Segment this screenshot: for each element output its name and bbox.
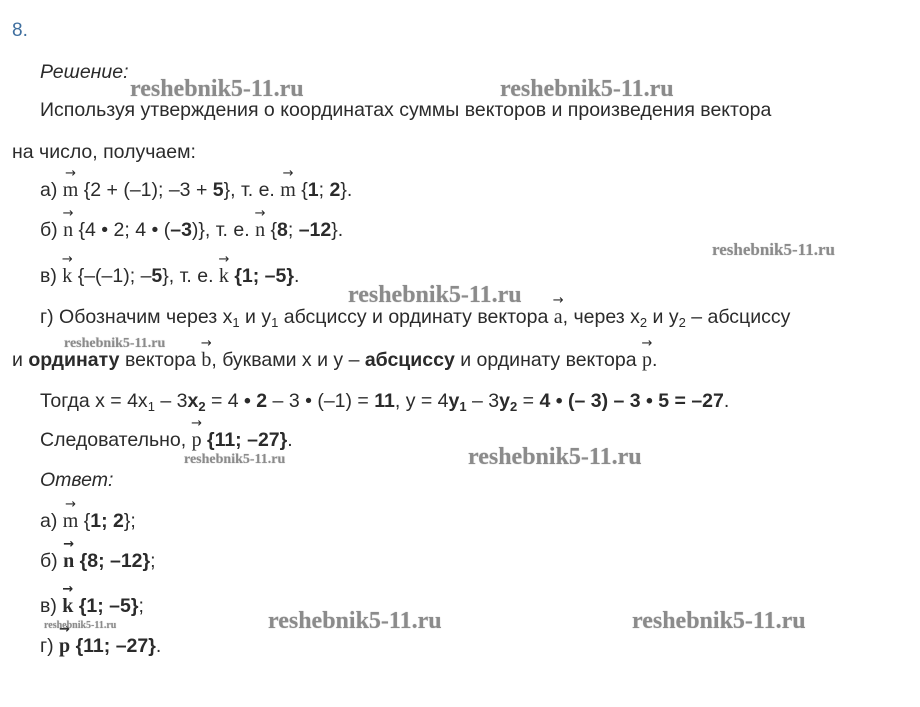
watermark: reshebnik5-11.ru: [44, 620, 117, 631]
watermark: reshebnik5-11.ru: [712, 240, 835, 259]
calc-text-1: Тогда x = 4x: [40, 390, 148, 412]
watermark: reshebnik5-11.ru: [268, 608, 442, 634]
item-v: [40, 264, 299, 288]
item-a-five: 5: [212, 179, 224, 201]
answer-b: [40, 549, 156, 573]
answer-a: [40, 509, 136, 533]
vector-k-answer: → k: [62, 595, 73, 617]
answer-g-close: .: [155, 635, 162, 657]
answer-v-close: ;: [138, 595, 144, 617]
subscript: 1: [232, 315, 240, 330]
conclusion-text: Следовательно,: [40, 429, 192, 451]
calculation-line: [40, 389, 729, 413]
answer-v-value: {1; –5}: [73, 595, 139, 617]
item-g-text-8: вектора: [119, 349, 202, 371]
item-g-bold-ordinate: ординату: [28, 349, 120, 371]
item-b-expr-2: )}, т. е.: [191, 219, 256, 241]
calc-text-8: .: [723, 390, 730, 412]
item-g-text-2: и y: [239, 306, 272, 328]
item-a-expr-1: {2 + (–1); –3 +: [78, 179, 213, 201]
calc-text-4: – 3 • (–1) =: [267, 390, 375, 412]
answer-v: [40, 594, 144, 618]
subscript: 2: [510, 399, 518, 414]
item-g-text-10: и ординату вектора: [454, 349, 642, 371]
vector-n-result: → n: [255, 219, 265, 241]
item-g-text-4: , через x: [562, 306, 640, 328]
answer-heading: Ответ:: [40, 469, 114, 491]
calc-bold-1: • 2: [244, 390, 268, 412]
item-g-text-7: и: [12, 349, 29, 371]
item-b-res-1: 8: [277, 219, 288, 241]
answer-b-prefix: б): [40, 550, 64, 572]
conclusion-result: {11; –27}: [201, 429, 288, 451]
item-g-text-3: абсциссу и ординату вектора: [278, 306, 554, 328]
vector-m-answer: → m: [63, 510, 79, 532]
subscript: 2: [198, 399, 206, 414]
item-g-text-11: .: [651, 349, 658, 371]
watermark: reshebnik5-11.ru: [184, 452, 286, 467]
vector-a: → a: [554, 306, 563, 328]
answer-b-close: ;: [150, 550, 156, 572]
item-b-res-2: –12: [298, 219, 332, 241]
calc-x2: x: [187, 390, 199, 412]
item-v-prefix: в): [40, 265, 63, 287]
vector-b: → b: [201, 349, 211, 371]
watermark: reshebnik5-11.ru: [500, 76, 674, 102]
calc-text-5: , y = 4: [394, 390, 449, 412]
watermark: reshebnik5-11.ru: [64, 336, 166, 351]
calc-bold-3: 4 • (– 3) – 3 • 5 = –27: [539, 390, 724, 412]
intro-line-2: на число, получаем:: [12, 141, 196, 163]
watermark: reshebnik5-11.ru: [348, 282, 522, 308]
subscript: 1: [271, 315, 279, 330]
item-a-prefix: а): [40, 179, 63, 201]
subscript: 2: [639, 315, 648, 330]
conclusion-end: .: [287, 429, 293, 451]
item-g-text-1: г) Обозначим через x: [40, 306, 233, 328]
item-b-prefix: б): [40, 219, 64, 241]
item-b-res-close: }.: [331, 219, 344, 241]
answer-v-prefix: в): [40, 595, 63, 617]
answer-g-value: {11; –27}: [70, 635, 156, 657]
solution-heading: Решение:: [40, 61, 129, 83]
item-v-five: 5: [151, 265, 163, 287]
answer-a-value: 1; 2: [90, 510, 124, 532]
item-b: [40, 218, 343, 242]
intro-line-1: Используя утверждения о координатах суммы векторов и произведения вектора: [40, 99, 772, 121]
calc-text-7: =: [517, 390, 540, 412]
item-a-res-1: 1: [307, 179, 319, 201]
item-g-text-9: , буквами x и y –: [211, 349, 365, 371]
item-b-res-sep: ;: [287, 219, 299, 241]
watermark: reshebnik5-11.ru: [468, 444, 642, 470]
vector-m-result: → m: [280, 179, 296, 201]
item-g-text-6: – абсциссу: [685, 306, 791, 328]
vector-p-answer: → p: [59, 635, 70, 657]
vector-k: → k: [62, 265, 72, 287]
item-a-res-open: {: [295, 179, 308, 201]
vector-p-result: → p: [192, 429, 202, 451]
calc-text-3: = 4: [205, 390, 245, 412]
vector-k-result: → k: [219, 265, 229, 287]
item-v-expr-2: }, т. е.: [162, 265, 219, 287]
vector-n: → n: [63, 219, 73, 241]
answer-g-prefix: г): [40, 635, 60, 657]
watermark: reshebnik5-11.ru: [130, 76, 304, 102]
item-a-res-sep: ;: [318, 179, 330, 201]
calc-y2: y: [499, 390, 510, 412]
item-g-bold-abscissa: абсциссу: [364, 349, 455, 371]
item-g-text-5: и y: [647, 306, 679, 328]
answer-g: [40, 634, 161, 658]
item-v-res-close: .: [293, 265, 300, 287]
item-b-expr-1: {4 • 2; 4 • (: [73, 219, 171, 241]
calc-text-2: – 3: [154, 390, 188, 412]
answer-b-value: {8; –12}: [74, 550, 151, 572]
answer-a-close: };: [123, 510, 136, 532]
calc-text-6: – 3: [466, 390, 500, 412]
subscript: 2: [678, 315, 686, 330]
vector-m: → m: [63, 179, 79, 201]
calc-bold-2: 11: [374, 390, 395, 412]
conclusion-line: [40, 428, 293, 452]
item-v-expr-1: {–(–1); –: [72, 265, 152, 287]
item-a-res-2: 2: [329, 179, 341, 201]
vector-n-answer: → n: [63, 550, 74, 572]
answer-a-prefix: а): [40, 510, 63, 532]
watermark: reshebnik5-11.ru: [632, 608, 806, 634]
item-b-res-open: {: [265, 219, 277, 241]
item-b-minus-three: –3: [170, 219, 192, 241]
item-a: [40, 178, 352, 202]
item-a-expr-2: }, т. е.: [223, 179, 281, 201]
subscript: 1: [459, 399, 467, 414]
item-a-res-close: }.: [340, 179, 353, 201]
vector-p: → p: [642, 349, 652, 371]
calc-y1: y: [448, 390, 460, 412]
subscript: 1: [147, 399, 155, 414]
item-v-result: {1; –5}: [228, 265, 294, 287]
answer-a-open: {: [78, 510, 91, 532]
task-number: 8.: [12, 20, 28, 41]
